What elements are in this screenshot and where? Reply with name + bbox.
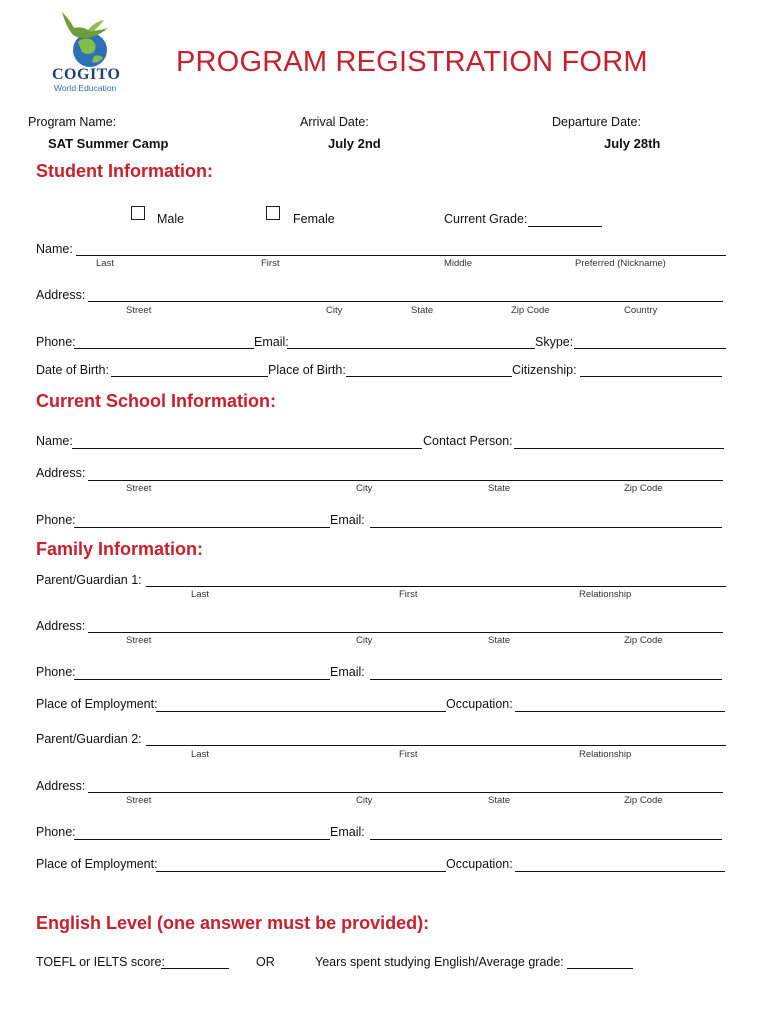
citizenship-field[interactable] xyxy=(580,376,722,377)
parent1-address-city: City xyxy=(356,635,373,646)
hummingbird-globe-icon xyxy=(48,8,128,70)
school-address-street: Street xyxy=(126,483,152,494)
female-checkbox[interactable] xyxy=(266,206,280,220)
program-name-label: Program Name: xyxy=(28,115,117,129)
parent2-address-city: City xyxy=(356,795,373,806)
page-title: PROGRAM REGISTRATION FORM xyxy=(176,46,648,78)
parent2-relationship: Relationship xyxy=(579,749,632,760)
parent1-email-field[interactable] xyxy=(370,679,722,680)
student-address-city: City xyxy=(326,305,343,316)
school-address-label: Address: xyxy=(36,466,86,480)
school-phone-label: Phone: xyxy=(36,513,76,527)
student-email-field[interactable] xyxy=(287,348,535,349)
cogito-logo xyxy=(48,8,128,94)
student-skype-field[interactable] xyxy=(574,348,726,349)
student-address-country: Country xyxy=(624,305,658,316)
school-name-label: Name: xyxy=(36,434,73,448)
parent1-last: Last xyxy=(191,589,209,600)
departure-date-label: Departure Date: xyxy=(552,115,641,129)
student-address-state: State xyxy=(411,305,434,316)
parent1-address-field[interactable] xyxy=(88,632,723,633)
parent2-address-field[interactable] xyxy=(88,792,723,793)
parent2-address-street: Street xyxy=(126,795,152,806)
parent2-phone-label: Phone: xyxy=(36,825,76,839)
english-level-heading: English Level (one answer must be provided): xyxy=(36,913,430,933)
arrival-date-label: Arrival Date: xyxy=(300,115,369,129)
parent2-address-label: Address: xyxy=(36,779,86,793)
male-checkbox[interactable] xyxy=(131,206,145,220)
pob-label: Place of Birth: xyxy=(268,363,346,377)
program-name-value: SAT Summer Camp xyxy=(48,136,169,151)
parent1-email-label: Email: xyxy=(330,665,365,679)
years-studying-field[interactable] xyxy=(567,968,633,969)
parent1-address-label: Address: xyxy=(36,619,86,633)
parent2-address-zip: Zip Code xyxy=(624,795,663,806)
parent1-field[interactable] xyxy=(146,586,726,587)
departure-date-value: July 28th xyxy=(604,136,661,151)
parent2-email-field[interactable] xyxy=(370,839,722,840)
student-name-field[interactable] xyxy=(76,255,726,256)
contact-person-label: Contact Person: xyxy=(423,434,513,448)
school-address-city: City xyxy=(356,483,373,494)
student-address-street: Street xyxy=(126,305,152,316)
arrival-date-value: July 2nd xyxy=(328,136,381,151)
logo-name: COGITO xyxy=(52,66,121,83)
school-address-field[interactable] xyxy=(88,480,723,481)
dob-label: Date of Birth: xyxy=(36,363,109,377)
parent1-address-state: State xyxy=(488,635,511,646)
parent1-first: First xyxy=(399,589,418,600)
school-email-field[interactable] xyxy=(370,527,722,528)
or-label: OR xyxy=(256,955,275,969)
citizenship-label: Citizenship: xyxy=(512,363,577,377)
school-name-field[interactable] xyxy=(72,448,422,449)
logo-tagline: World Education xyxy=(54,83,117,93)
parent1-relationship: Relationship xyxy=(579,589,632,600)
parent1-label: Parent/Guardian 1: xyxy=(36,573,142,587)
school-address-state: State xyxy=(488,483,511,494)
student-skype-label: Skype: xyxy=(535,335,574,349)
student-name-first: First xyxy=(261,258,280,269)
parent2-occupation-field[interactable] xyxy=(515,871,725,872)
parent2-last: Last xyxy=(191,749,209,760)
current-grade-label: Current Grade: xyxy=(444,212,528,226)
parent2-address-state: State xyxy=(488,795,511,806)
student-name-last: Last xyxy=(96,258,114,269)
parent1-occupation-field[interactable] xyxy=(515,711,725,712)
dob-field[interactable] xyxy=(111,376,268,377)
parent1-occupation-label: Occupation: xyxy=(446,697,513,711)
student-name-nickname: Preferred (Nickname) xyxy=(575,258,666,269)
student-address-zip: Zip Code xyxy=(511,305,550,316)
parent2-first: First xyxy=(399,749,418,760)
current-grade-field[interactable] xyxy=(528,226,602,227)
years-studying-label: Years spent studying English/Average grade: xyxy=(315,955,564,969)
male-label: Male xyxy=(157,212,185,226)
student-address-field[interactable] xyxy=(88,301,723,302)
student-name-middle: Middle xyxy=(444,258,472,269)
parent2-label: Parent/Guardian 2: xyxy=(36,732,142,746)
student-address-label: Address: xyxy=(36,288,86,302)
parent2-employment-label: Place of Employment: xyxy=(36,857,158,871)
parent2-occupation-label: Occupation: xyxy=(446,857,513,871)
school-info-heading: Current School Information: xyxy=(36,391,276,411)
female-label: Female xyxy=(293,212,335,226)
parent1-employment-field[interactable] xyxy=(156,711,446,712)
toefl-field[interactable] xyxy=(161,968,229,969)
parent1-address-zip: Zip Code xyxy=(624,635,663,646)
parent2-employment-field[interactable] xyxy=(156,871,446,872)
family-info-heading: Family Information: xyxy=(36,539,204,559)
school-email-label: Email: xyxy=(330,513,365,527)
parent1-employment-label: Place of Employment: xyxy=(36,697,158,711)
pob-field[interactable] xyxy=(346,376,512,377)
parent1-phone-label: Phone: xyxy=(36,665,76,679)
parent2-email-label: Email: xyxy=(330,825,365,839)
student-email-label: Email: xyxy=(254,335,289,349)
school-address-zip: Zip Code xyxy=(624,483,663,494)
contact-person-field[interactable] xyxy=(514,448,724,449)
student-phone-field[interactable] xyxy=(74,348,254,349)
parent1-address-street: Street xyxy=(126,635,152,646)
parent2-field[interactable] xyxy=(146,745,726,746)
toefl-label: TOEFL or IELTS score: xyxy=(36,955,165,969)
student-name-label: Name: xyxy=(36,242,73,256)
student-phone-label: Phone: xyxy=(36,335,76,349)
parent1-phone-field[interactable] xyxy=(74,679,330,680)
parent2-phone-field[interactable] xyxy=(74,839,330,840)
student-info-heading: Student Information: xyxy=(36,161,213,181)
school-phone-field[interactable] xyxy=(74,527,330,528)
